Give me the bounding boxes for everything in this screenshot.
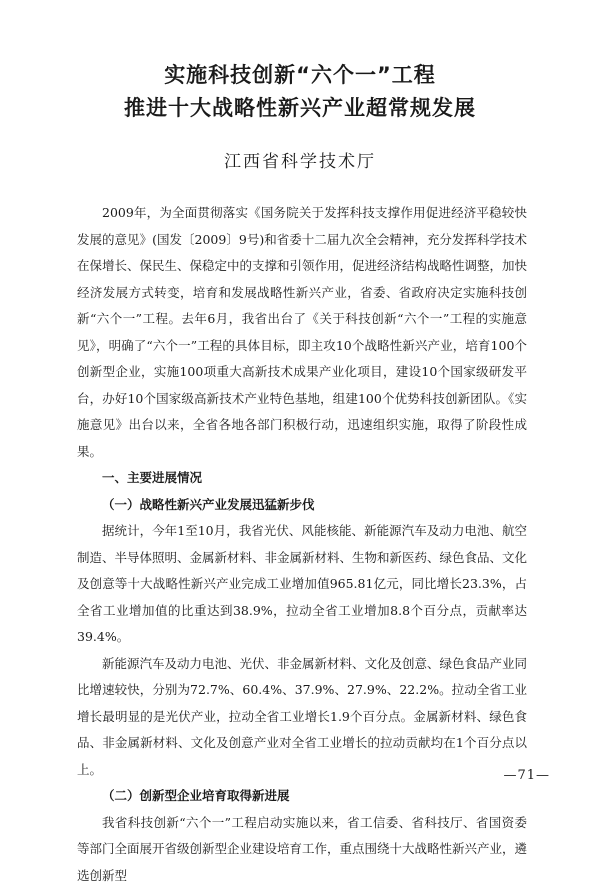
paragraph-enterprise: 我省科技创新“六个一”工程启动实施以来，省工信委、省科技厅、省国资委等部门全面展开省级创新型企业建设培育工作，重点围绕十大战略性新兴产业，遴选创新型: [77, 810, 527, 889]
paragraph-growth: 新能源汽车及动力电池、光伏、非金属新材料、文化及创意、绿色食品产业同比增速较快，分别为72.7%、60.4%、37.9%、27.9%、22.2%。拉动全省工业增长最明显的是光伏产业，拉动全省工业增长1.9个百分点。金属新材料、绿色食品、非金属新材料、文化及创意产业对全省工业增长的拉动贡献均在1个百分点以上。: [77, 651, 527, 784]
section-heading-1: 一、主要进展情况: [77, 465, 527, 492]
body-text: [77, 200, 527, 889]
title-line-1: 实施科技创新“六个一”工程: [0, 62, 600, 88]
paragraph-statistics: 据统计，今年1至10月，我省光伏、风能核能、新能源汽车及动力电池、航空制造、半导体照明、金属新材料、非金属新材料、生物和新医药、绿色食品、文化及创意等十大战略性新兴产业完成工业增加值965.81亿元，同比增长23.3%，占全省工业增加值的比重达到38.9%，拉动全省工业增加8.8个百分点，贡献率达39.4%。: [77, 518, 527, 651]
title-line-2: 推进十大战略性新兴产业超常规发展: [0, 95, 600, 121]
subsection-heading-2: （二）创新型企业培育取得新进展: [77, 783, 527, 810]
subsection-heading-1: （一）战略性新兴产业发展迅猛新步伐: [77, 492, 527, 519]
author: 江西省科学技术厅: [0, 151, 600, 173]
page-number: —71—: [503, 768, 550, 783]
paragraph-intro: 2009年，为全面贯彻落实《国务院关于发挥科技支撑作用促进经济平稳较快发展的意见》(国发〔2009〕9号)和省委十二届九次全会精神，充分发挥科学技术在保增长、保民生、保稳定中的支撑和引领作用，促进经济结构战略性调整，加快经济发展方式转变，培育和发展战略性新兴产业，省委、省政府决定实施科技创新“六个一”工程。去年6月，我省出台了《关于科技创新“六个一”工程的实施意见》，明确了“六个一”工程的具体目标，即主攻10个战略性新兴产业，培育100个创新型企业，实施100项重大高新技术成果产业化项目，建设10个国家级研发平台，办好10个国家级高新技术产业特色基地，组建100个优势科技创新团队。《实施意见》出台以来，全省各地各部门积极行动，迅速组织实施，取得了阶段性成果。: [77, 200, 527, 465]
